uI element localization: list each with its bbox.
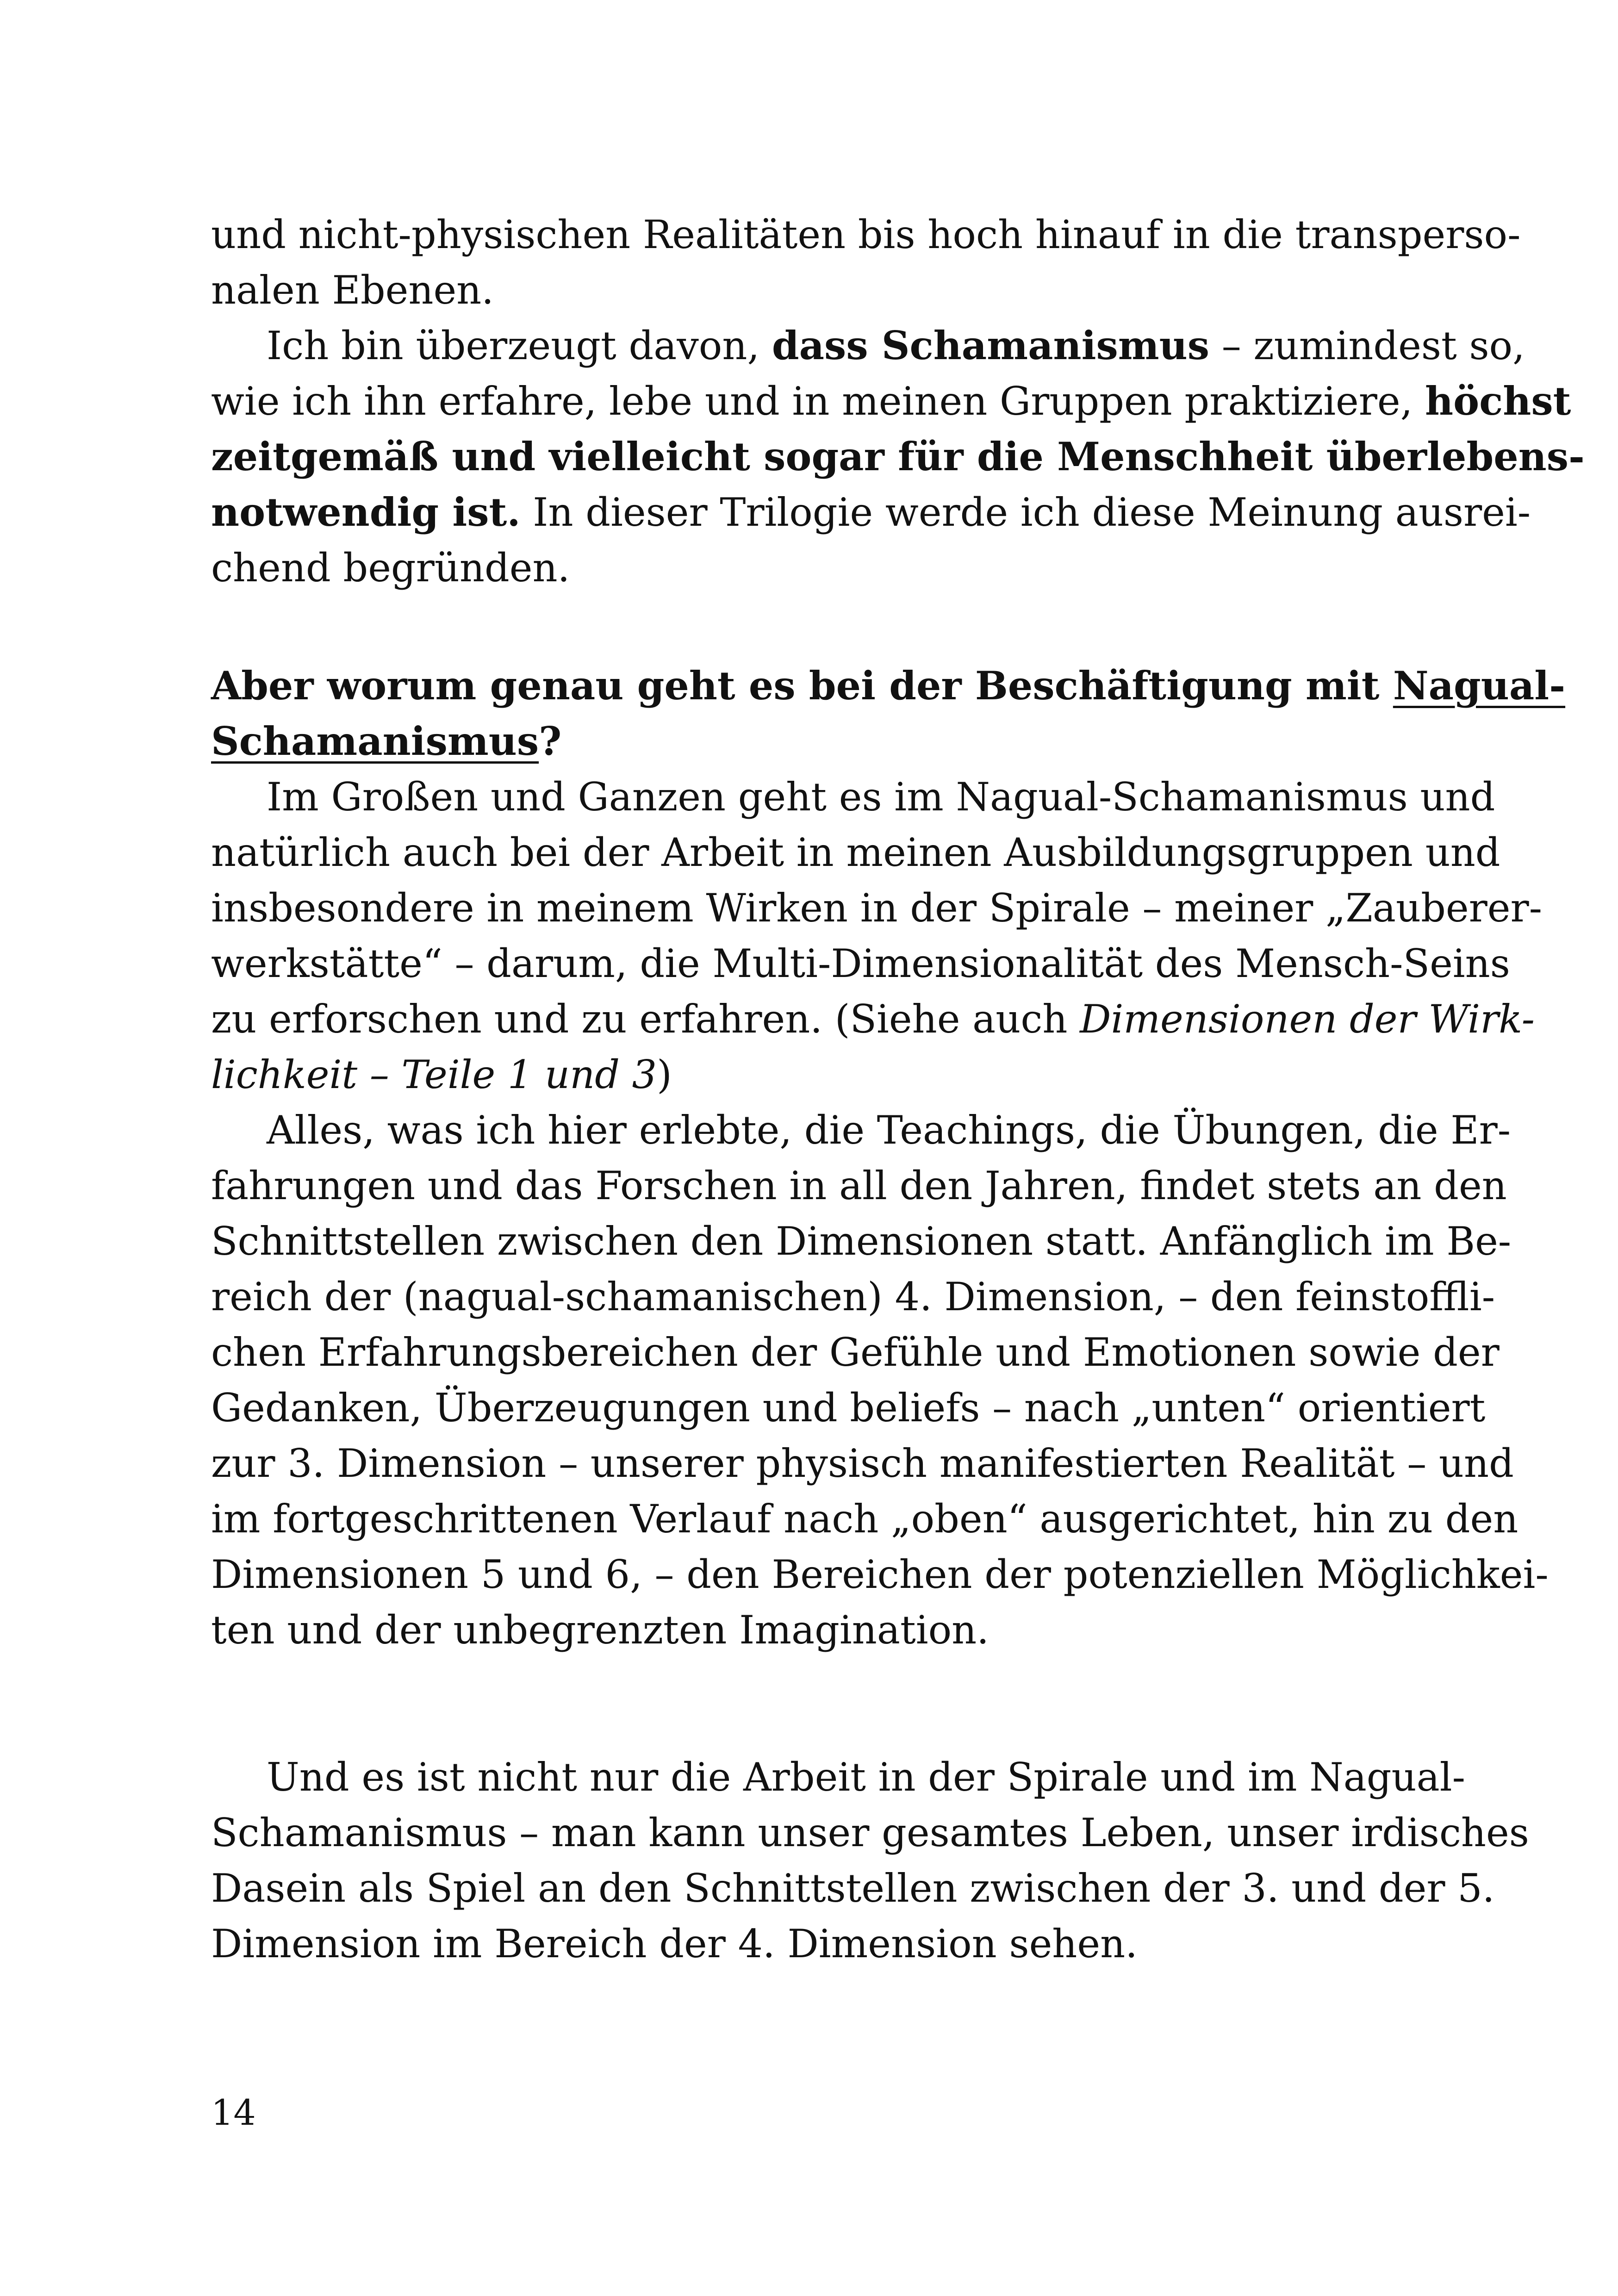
text-line: Dimensionen 5 und 6, – den Bereichen der potenziellen Möglichkei-	[211, 1552, 1549, 1597]
text-line: Gedanken, Überzeugungen und beliefs – nach „unten“ orientiert	[211, 1385, 1486, 1431]
text-line: ten und der unbegrenzten Imagination.	[211, 1607, 989, 1653]
text-line: werkstätte“ – darum, die Multi-Dimensionalität des Mensch-Seins	[211, 941, 1510, 986]
text-line: fahrungen und das Forschen in all den Jahren, findet stets an den	[211, 1163, 1507, 1208]
text-line: und nicht-physischen Realitäten bis hoch hinauf in die transperso-	[211, 212, 1521, 257]
text-line: Schamanismus – man kann unser gesamtes Leben, unser irdisches	[211, 1810, 1529, 1855]
text-line: wie ich ihn erfahre, lebe und in meinen Gruppen praktiziere, höchst	[211, 378, 1571, 424]
paragraph-block-1	[211, 207, 1585, 596]
text-line: insbesondere in meinem Wirken in der Spirale – meiner „Zauberer-	[211, 885, 1542, 931]
text-line: lichkeit – Teile 1 und 3)	[211, 1052, 672, 1097]
text-line: Dasein als Spiel an den Schnittstellen zwischen der 3. und der 5.	[211, 1866, 1495, 1911]
text-line: zur 3. Dimension – unserer physisch manifestierten Realität – und	[211, 1441, 1514, 1486]
text-line: zeitgemäß und vielleicht sogar für die Menschheit überlebens-	[211, 434, 1585, 479]
text-line: Schnittstellen zwischen den Dimensionen statt. Anfänglich im Be-	[211, 1219, 1512, 1264]
paragraph-block-3	[211, 1749, 1529, 1972]
text-line: Dimension im Bereich der 4. Dimension sehen.	[211, 1921, 1138, 1966]
text-line: nalen Ebenen.	[211, 268, 494, 313]
text-line: zu erforschen und zu erfahren. (Siehe auch Dimensionen der Wirk-	[211, 996, 1535, 1042]
paragraph-block-2	[211, 769, 1549, 1658]
text-line: Alles, was ich hier erlebte, die Teachings, die Übungen, die Er-	[267, 1108, 1511, 1153]
text-line: Ich bin überzeugt davon, dass Schamanismus – zumindest so,	[267, 323, 1525, 368]
text-line: chen Erfahrungsbereichen der Gefühle und Emotionen sowie der	[211, 1330, 1500, 1375]
text-line: Im Großen und Ganzen geht es im Nagual-Schamanismus und	[267, 774, 1495, 820]
page-number: 14	[211, 2092, 256, 2133]
text-line: Aber worum genau geht es bei der Beschäftigung mit Nagual-	[211, 663, 1566, 709]
text-line: im fortgeschrittenen Verlauf nach „oben“ ausgerichtet, hin zu den	[211, 1496, 1518, 1542]
text-line: Schamanismus?	[211, 718, 562, 764]
text-line: natürlich auch bei der Arbeit in meinen Ausbildungsgruppen und	[211, 830, 1500, 875]
text-line: chend begründen.	[211, 545, 570, 591]
text-line: Und es ist nicht nur die Arbeit in der Spirale und im Nagual-	[267, 1755, 1465, 1800]
text-line: notwendig ist. In dieser Trilogie werde ich diese Meinung ausrei-	[211, 489, 1531, 535]
text-line: reich der (nagual-schamanischen) 4. Dimension, – den feinstoffli-	[211, 1274, 1495, 1319]
section-heading	[211, 658, 1566, 769]
